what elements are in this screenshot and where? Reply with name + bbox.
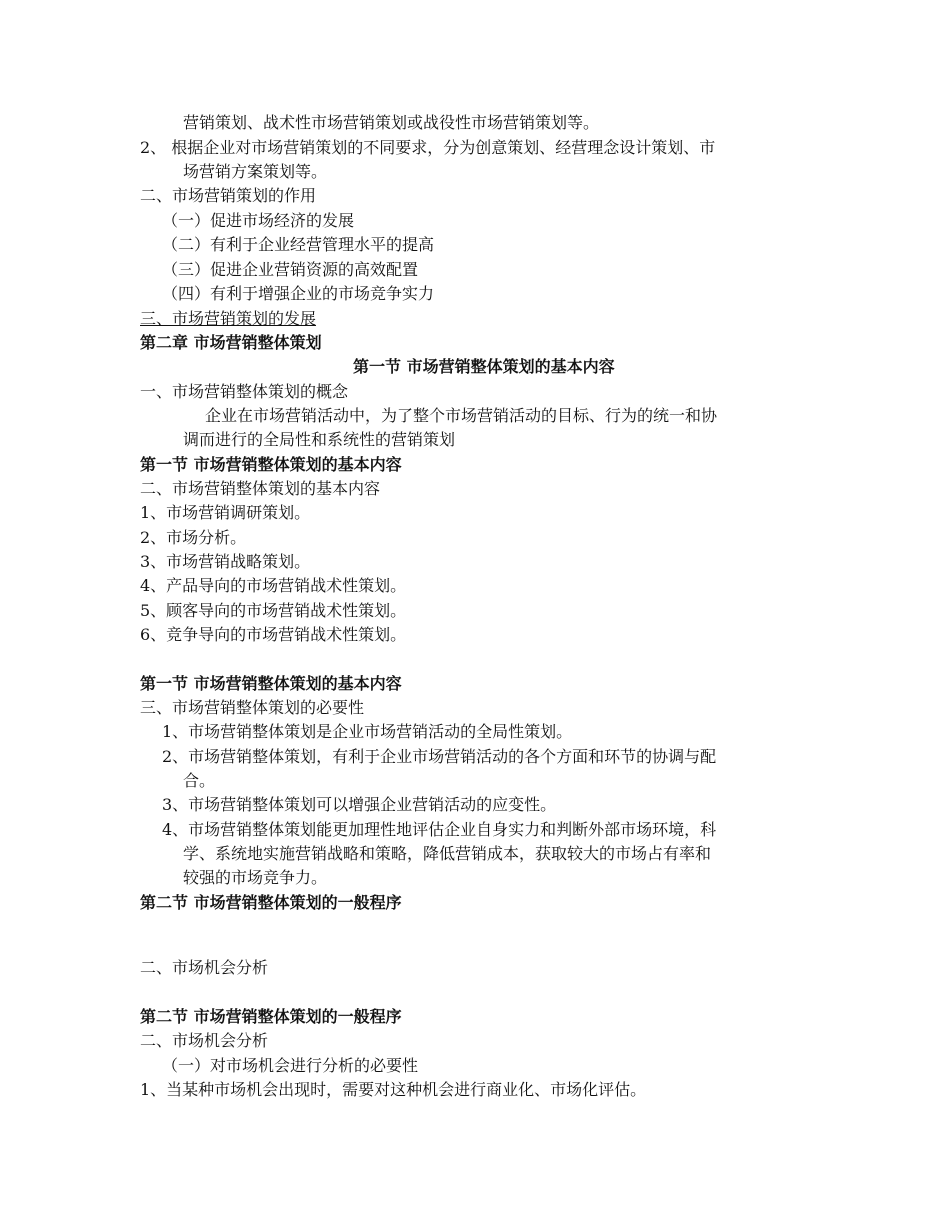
list-item: 3、市场营销战略策划。 — [140, 552, 311, 571]
section-heading-link: 三、市场营销策划的发展 — [140, 309, 317, 328]
section-heading: 二、市场机会分析 — [140, 1031, 269, 1050]
sub-item-2: （二）有利于企业经营管理水平的提高 — [162, 235, 435, 254]
section-heading: 二、市场营销整体策划的基本内容 — [140, 479, 381, 498]
list-item: 2、市场营销整体策划，有利于企业市场营销活动的各个方面和环节的协调与配 — [162, 747, 717, 766]
section-heading: 二、市场营销策划的作用 — [140, 186, 317, 205]
list-item: 3、市场营销整体策划可以增强企业营销活动的应变性。 — [162, 795, 557, 814]
sub-item-1: （一）促进市场经济的发展 — [162, 211, 355, 230]
list-item: 2、市场分析。 — [140, 528, 247, 547]
sub-item: （一）对市场机会进行分析的必要性 — [162, 1056, 419, 1075]
paragraph-line: 调而进行的全局性和系统性的营销策划 — [183, 430, 456, 449]
list-item-continuation: 较强的市场竞争力。 — [183, 868, 328, 887]
section-title: 第二节 市场营销整体策划的一般程序 — [140, 893, 402, 912]
sub-item-3: （三）促进企业营销资源的高效配置 — [162, 260, 419, 279]
list-item-2: 2、 根据企业对市场营销策划的不同要求，分为创意策划、经营理念设计策划、市 — [140, 138, 716, 157]
section-title: 第二节 市场营销整体策划的一般程序 — [140, 1007, 402, 1026]
section-heading: 三、市场营销整体策划的必要性 — [140, 698, 365, 717]
list-item: 6、竞争导向的市场营销战术性策划。 — [140, 625, 407, 644]
list-item: 1、市场营销调研策划。 — [140, 503, 311, 522]
section-heading: 二、市场机会分析 — [140, 958, 269, 977]
chapter-title: 第二章 市场营销整体策划 — [140, 333, 322, 352]
list-item: 5、顾客导向的市场营销战术性策划。 — [140, 601, 407, 620]
list-item: 4、市场营销整体策划能更加理性地评估企业自身实力和判断外部市场环境，科 — [162, 820, 717, 839]
sub-item-4: （四）有利于增强企业的市场竞争实力 — [162, 284, 435, 303]
paragraph-line: 企业在市场营销活动中，为了整个市场营销活动的目标、行为的统一和协 — [205, 406, 718, 425]
section-heading: 一、市场营销整体策划的概念 — [140, 382, 349, 401]
list-item: 1、市场营销整体策划是企业市场营销活动的全局性策划。 — [162, 722, 573, 741]
list-item-continuation: 学、系统地实施营销战略和策略，降低营销成本，获取较大的市场占有率和 — [183, 844, 712, 863]
text-line: 营销策划、战术性市场营销策划或战役性市场营销策划等。 — [183, 113, 600, 132]
list-item: 4、产品导向的市场营销战术性策划。 — [140, 576, 407, 595]
text-line: 场营销方案策划等。 — [183, 162, 328, 181]
section-title: 第一节 市场营销整体策划的基本内容 — [140, 674, 402, 693]
section-title: 第一节 市场营销整体策划的基本内容 — [140, 455, 402, 474]
section-title-centered: 第一节 市场营销整体策划的基本内容 — [353, 357, 615, 376]
list-item: 1、当某种市场机会出现时，需要对这种机会进行商业化、市场化评估。 — [140, 1080, 647, 1099]
list-item-continuation: 合。 — [183, 771, 216, 790]
